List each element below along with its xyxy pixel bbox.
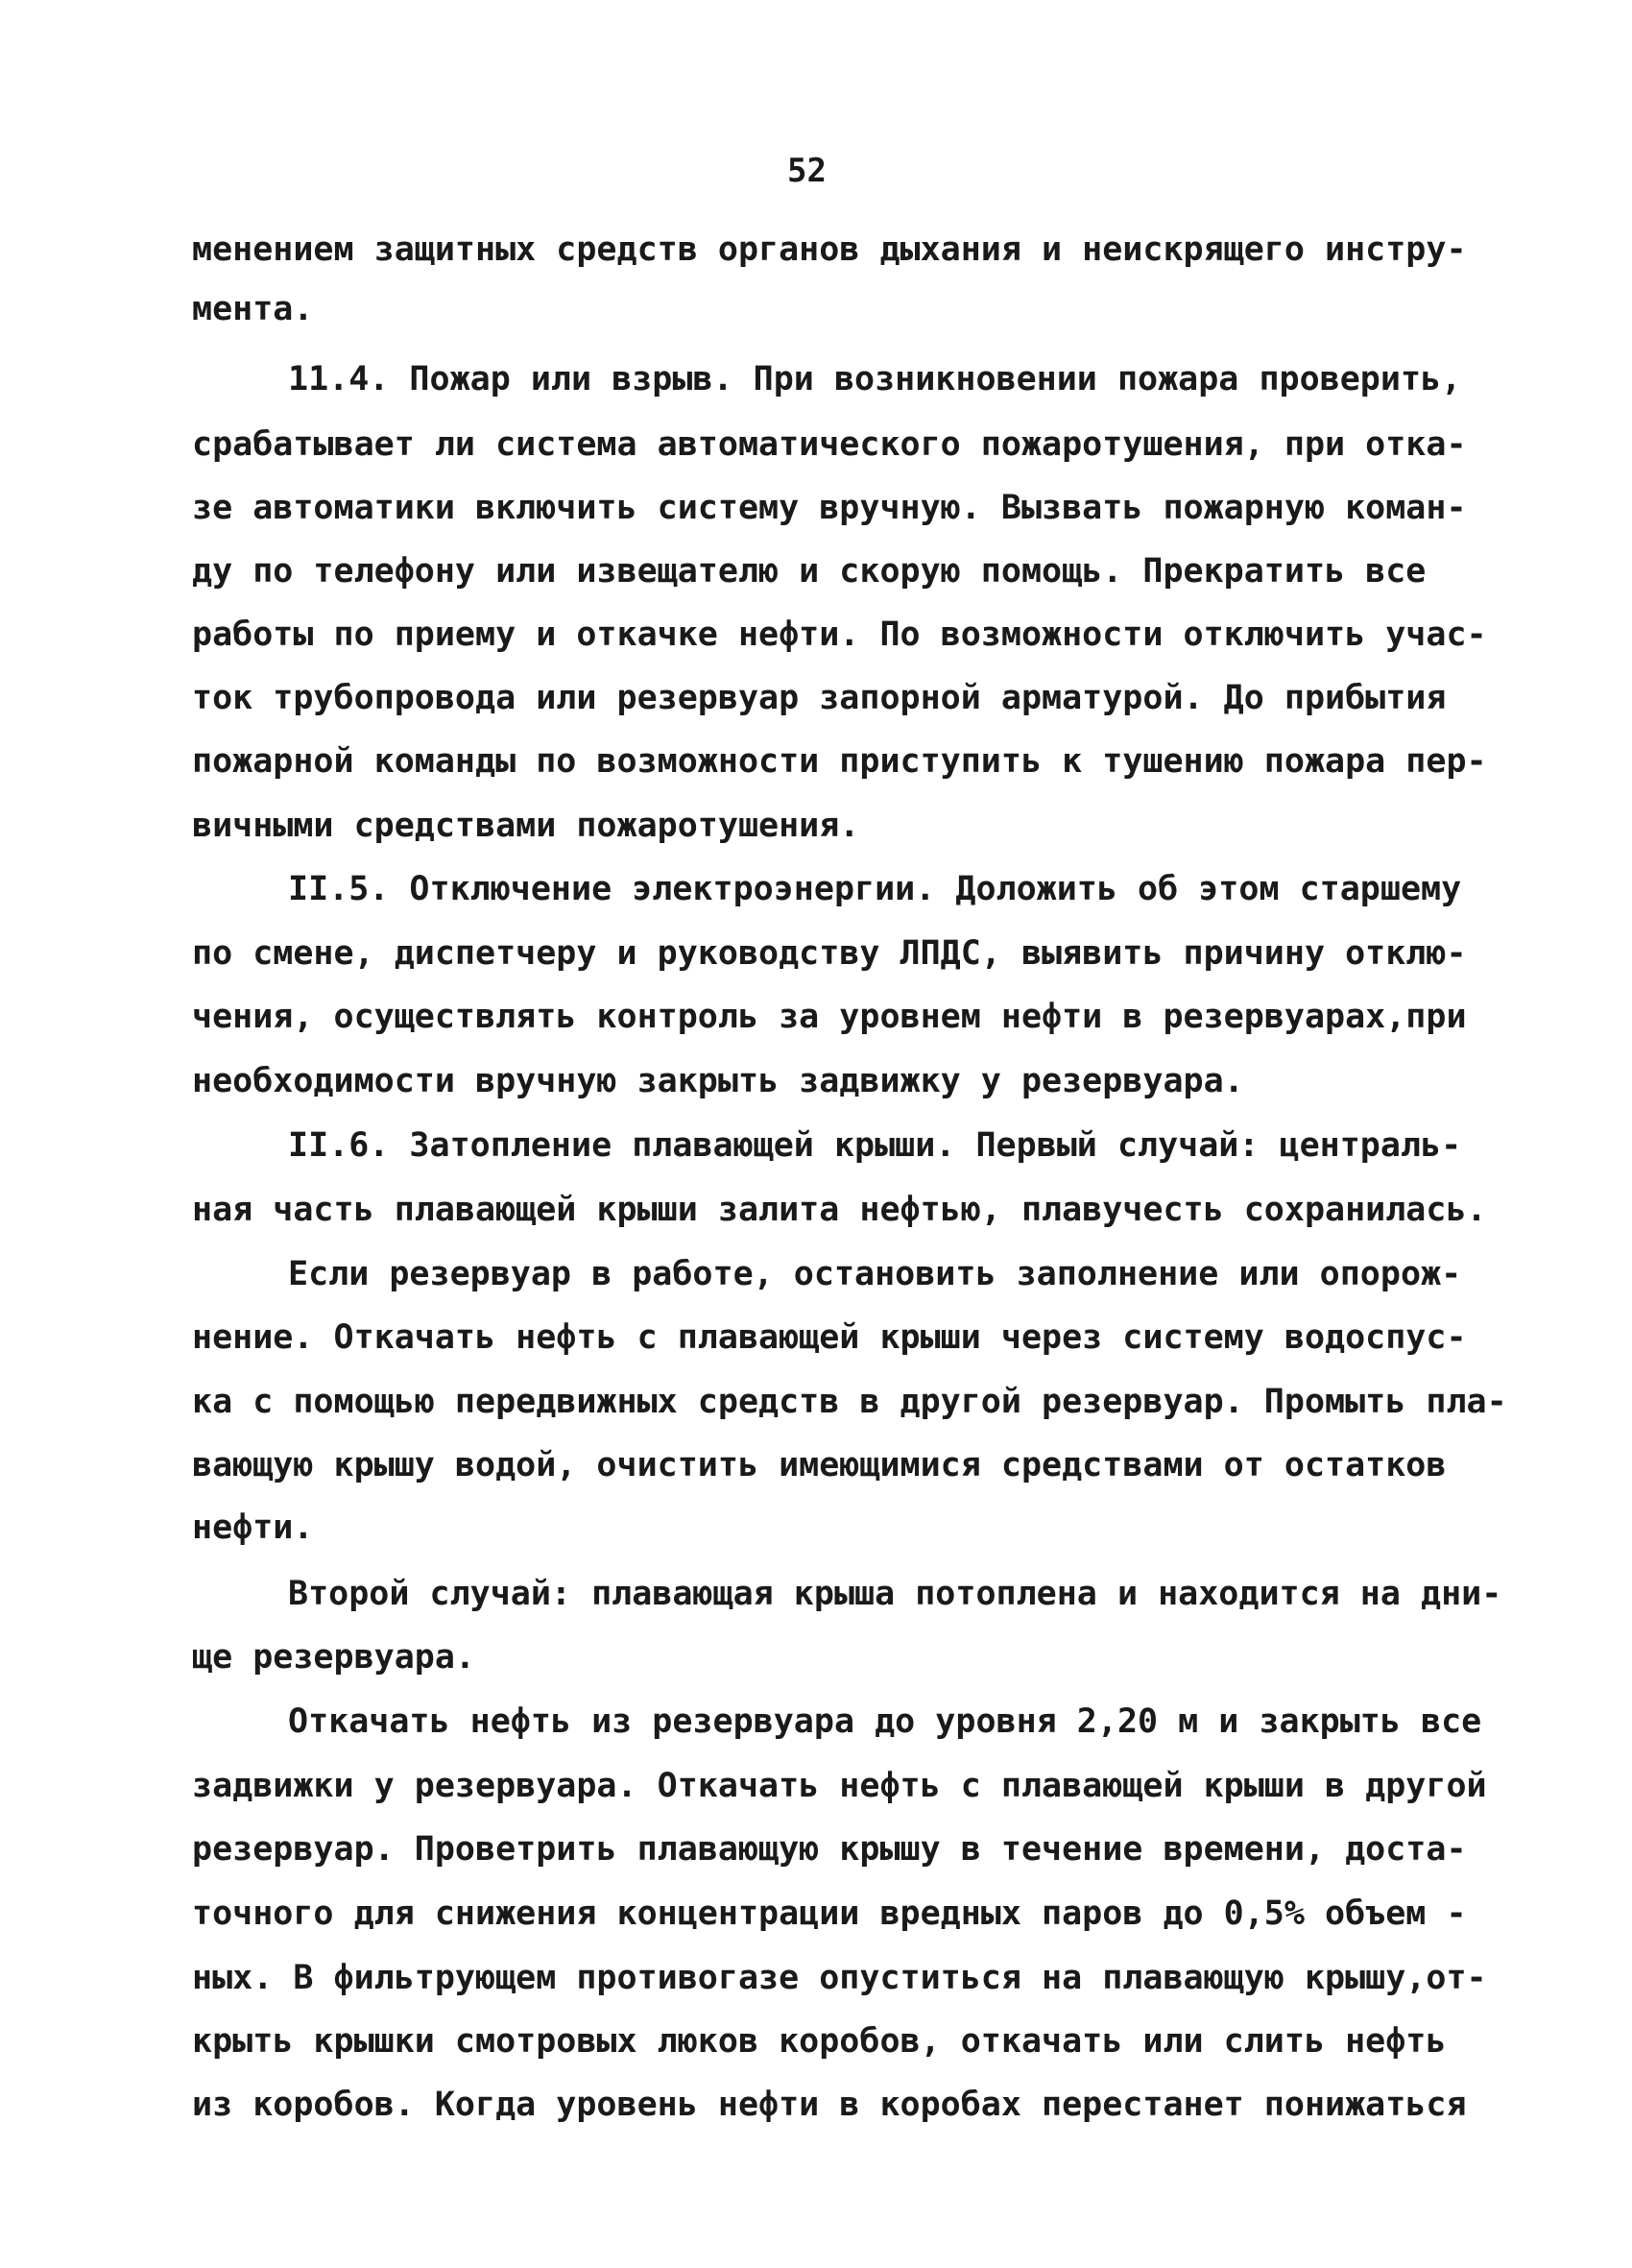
text-line: Если резервуар в работе, остановить заполнение или опорож- [288, 1255, 1462, 1293]
text-line: резервуар. Проветрить плавающую крышу в течение времени, доста- [192, 1830, 1467, 1869]
text-line: зе автоматики включить систему вручную. Вызвать пожарную коман- [192, 489, 1467, 527]
text-line: ду по телефону или извещателю и скорую помощь. Прекратить все [192, 552, 1427, 591]
text-line: крыть крышки смотровых люков коробов, откачать или слить нефть [192, 2022, 1447, 2061]
text-line: вающую крышу водой, очистить имеющимися средствами от остатков [192, 1446, 1447, 1484]
text-line: пожарной команды по возможности приступить к тушению пожара пер- [192, 742, 1487, 781]
text-line: ных. В фильтрующем противогазе опуститься на плавающую крышу,от- [192, 1959, 1487, 1997]
text-line: Второй случай: плавающая крыша потоплена и находится на дни- [288, 1575, 1502, 1613]
text-line: по смене, диспетчеру и руководству ЛПДС, выявить причину отклю- [192, 934, 1467, 973]
text-line: из коробов. Когда уровень нефти в коробах перестанет понижаться [192, 2086, 1467, 2124]
text-line: II.6. Затопление плавающей крыши. Первый случай: централь- [288, 1126, 1462, 1165]
text-line: нефти. [192, 1508, 314, 1547]
text-line: ная часть плавающей крыши залита нефтью, плавучесть сохранилась. [192, 1191, 1487, 1229]
text-line: чения, осуществлять контроль за уровнем нефти в резервуарах,при [192, 998, 1467, 1036]
text-line: менением защитных средств органов дыхания и неискрящего инстру- [192, 230, 1467, 269]
text-line: Откачать нефть из резервуара до уровня 2,20 м и закрыть все [288, 1702, 1482, 1741]
text-line: нение. Откачать нефть с плавающей крыши через систему водоспус- [192, 1318, 1467, 1357]
text-line: работы по приему и откачке нефти. По возможности отключить учас- [192, 615, 1487, 654]
text-line: вичными средствами пожаротушения. [192, 807, 860, 845]
text-line: ток трубопровода или резервуар запорной арматурой. До прибытия [192, 679, 1447, 717]
text-line: ка с помощью передвижных средств в другой резервуар. Промыть пла- [192, 1383, 1507, 1421]
text-line: II.5. Отключение электроэнергии. Доложить об этом старшему [288, 870, 1462, 908]
text-line: задвижки у резервуара. Откачать нефть с плавающей крыши в другой [192, 1767, 1487, 1805]
text-line: точного для снижения концентрации вредных паров до 0,5% объем - [192, 1894, 1467, 1933]
text-line: необходимости вручную закрыть задвижку у резервуара. [192, 1062, 1244, 1100]
text-line: срабатывает ли система автоматического пожаротушения, при отка- [192, 425, 1467, 464]
text-line: мента. [192, 290, 314, 328]
page-number: 52 [787, 152, 827, 190]
text-line: ще резервуара. [192, 1638, 476, 1677]
text-line: 11.4. Пожар или взрыв. При возникновении пожара проверить, [288, 360, 1462, 398]
